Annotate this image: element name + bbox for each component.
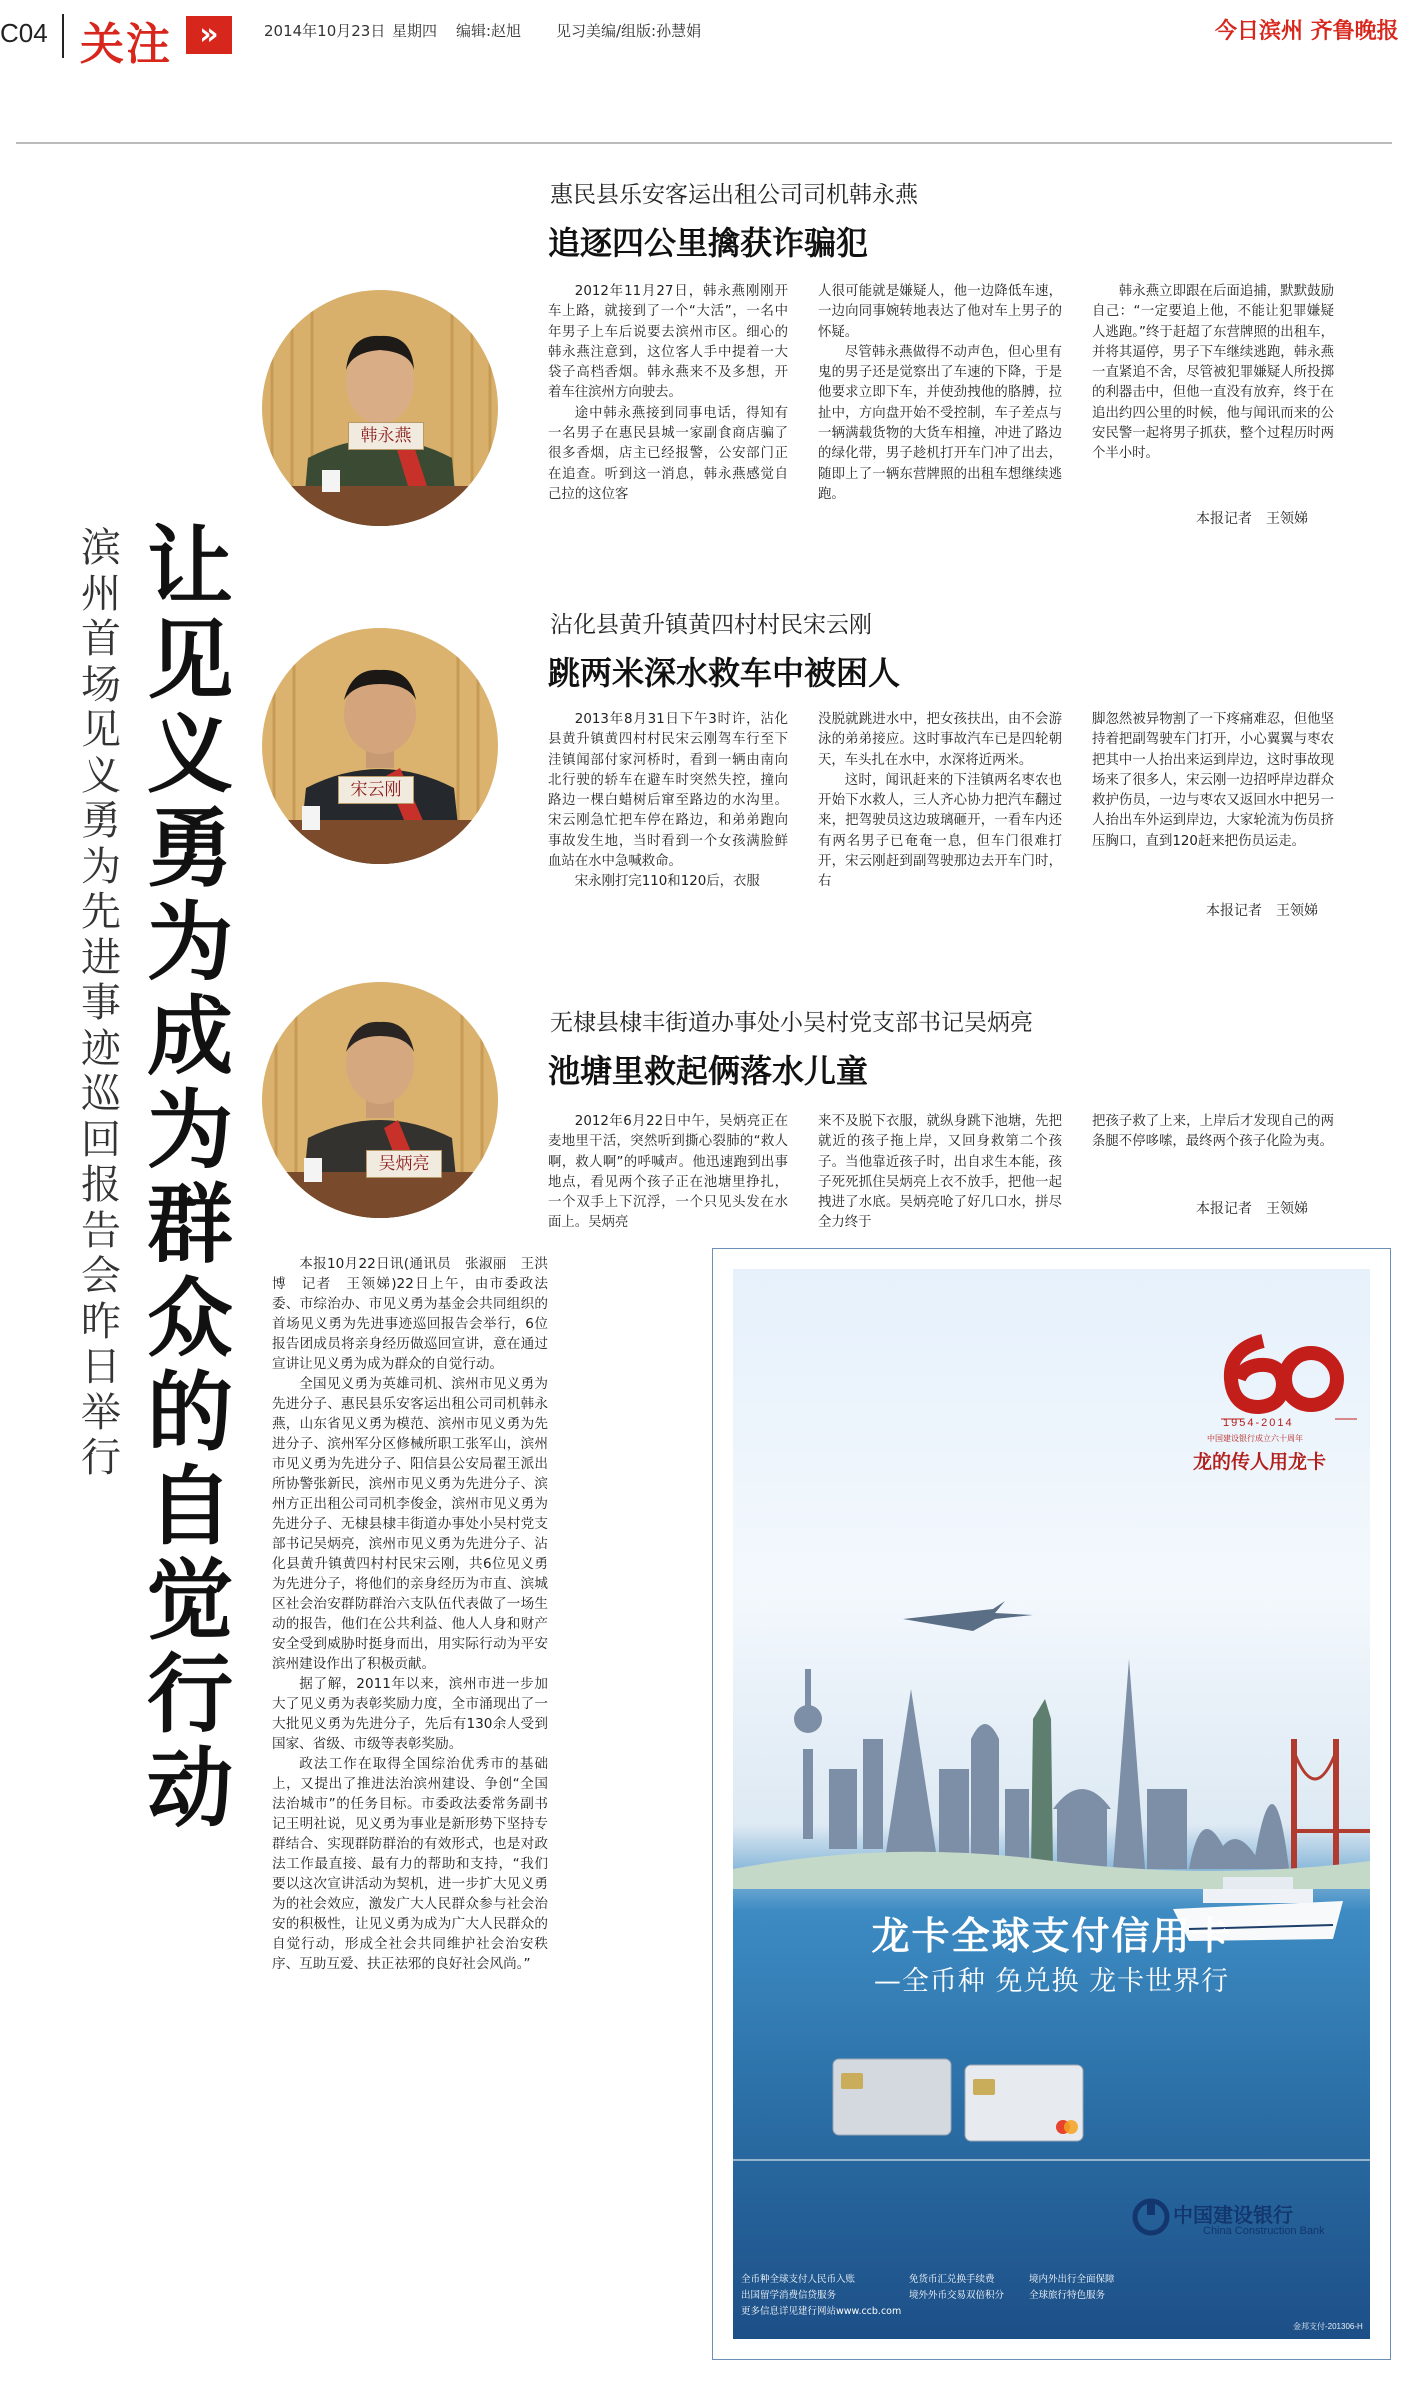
ad-feature: 境内外出行全面保障 — [1029, 2274, 1115, 2285]
name-tag: 宋云刚 — [338, 776, 414, 804]
story-column — [548, 710, 788, 893]
paragraph: 这时，闻讯赶来的下洼镇两名枣农也开始下水救人，三人齐心协力把汽车翻过来，把驾驶员这边玻璃砸开，一看车内还有两名男子已奄奄一息，但车门很难打开，宋云刚赶到副驾驶那边去开车门时，右 — [818, 772, 1062, 890]
story-column — [1092, 1112, 1334, 1153]
story-column-text — [548, 1112, 788, 1234]
story-headline: 池塘里救起俩落水儿童 — [548, 1052, 869, 1090]
paragraph: 据了解，2011年以来，滨州市进一步加大了见义勇为表彰奖励力度，全市涌现出了一大批见义勇为先进分子，先后有130余人受到国家、省级、市级等表彰奖励。 — [272, 1676, 548, 1752]
bank-advertisement[interactable] — [712, 1248, 1391, 2360]
paragraph: 韩永燕立即跟在后面追捕，默默鼓励自己：“一定要追上他，不能让犯罪嫌疑人逃跑。”终于赶超了东营牌照的出租车，并将其逼停，男子下车继续逃跑，韩永燕一直紧追不舍，尽管被犯罪嫌疑人所投掷的利器击中，但他一直没有放弃，终于在追出约四公里的时候，他与闻讯而来的公安民警一起将男子抓获，整个过程历时两个半小时。 — [1092, 284, 1334, 462]
ad-anniversary: 中国建设银行成立六十周年 — [1207, 1434, 1303, 1443]
layout-credit: 见习美编/组版:孙慧娟 — [556, 22, 702, 40]
newspaper-brand: 今日滨州 齐鲁晚报 — [1215, 19, 1399, 44]
paragraph: 人很可能就是嫌疑人，他一边降低车速，一边向同事婉转地表达了他对车上男子的怀疑。 — [818, 284, 1062, 340]
ad-panel — [733, 1269, 1370, 2339]
main-title: 让见义勇为成为群众的自觉行动 — [147, 517, 233, 1839]
header-divider — [62, 14, 64, 58]
bank-name: 中国建设银行 — [1173, 2203, 1293, 2227]
story-column-text — [818, 710, 1062, 893]
ad-artwork — [733, 1269, 1370, 2339]
main-story — [272, 1254, 548, 1974]
paragraph: 政法工作在取得全国综治优秀市的基础上，又提出了推进法治滨州建设、争创“全国法治城市”的任务目标。市委政法委常务副书记王明社说，见义勇为事业是新形势下坚持专群结合、实现群防群治的有效形式，也是对政法工作最直接、最有力的帮助和支持，“我们要以这次宣讲活动为契机，进一步扩大见义勇为的社会效应，激发广大人民群众参与社会治安的积极性，让见义勇为成为广大人民群众的自觉行动，形成全社会共同维护社会治安秩序、互助互爱、扶正祛邪的良好社会风尚。” — [272, 1756, 548, 1972]
portrait-photo — [262, 982, 498, 1218]
story-column — [818, 282, 1062, 505]
story-byline: 本报记者 王领娣 — [1196, 1201, 1308, 1217]
portrait-song-yungang — [262, 628, 498, 864]
story-column-text — [548, 282, 788, 505]
portrait-photo — [262, 290, 498, 526]
section-title: 关注 — [80, 19, 172, 70]
story-column — [548, 1112, 788, 1234]
story-kicker: 沾化县黄升镇黄四村村民宋云刚 — [550, 612, 872, 638]
ad-tagline: 龙的传人用龙卡 — [1193, 1451, 1327, 1473]
anniversary-logo — [1231, 1341, 1337, 1407]
paragraph: 没脱就跳进水中，把女孩扶出，由不会游泳的弟弟接应。这时事故汽车已是四轮朝天，车头扎在水中，水深将近两米。 — [818, 712, 1062, 768]
story-kicker: 无棣县棣丰街道办事处小吴村党支部书记吴炳亮 — [550, 1010, 1033, 1036]
paragraph: 宋永刚打完110和120后，衣服 — [574, 874, 760, 890]
story-column — [818, 1112, 1062, 1234]
portrait-han-yongyan — [262, 290, 498, 526]
issue-weekday: 星期四 — [392, 22, 438, 40]
ad-more-info[interactable]: 更多信息详见建行网站www.ccb.com — [741, 2306, 902, 2317]
ad-feature: 境外外币交易双倍积分 — [909, 2290, 1005, 2301]
portrait-photo — [262, 628, 498, 864]
ad-feature: 全球旅行特色服务 — [1029, 2290, 1106, 2301]
story-column-text — [1092, 282, 1334, 465]
section-arrow-icon: » — [186, 16, 232, 54]
name-tag: 韩永燕 — [348, 422, 424, 450]
paragraph: 来不及脱下衣服，就纵身跳下池塘，先把就近的孩子拖上岸，又回身救第二个孩子。当他靠近孩子时，出自求生本能，孩子死死抓住吴炳亮上衣不放手，把他一起拽进了水底。吴炳亮呛了好几口水，拼尽全力终于 — [818, 1114, 1062, 1231]
ad-code: 金邦支付-201306-H — [1293, 2322, 1363, 2331]
story-column — [818, 710, 1062, 893]
ad-headline: 龙卡全球支付信用卡 — [871, 1914, 1232, 1958]
paragraph: 本报10月22日讯(通讯员 张淑丽 王洪博 记者 王领娣)22日上午，由市委政法委、市综治办、市见义勇为基金会共同组织的首场见义勇为先进事迹巡回报告会举行，6位报告团成员将亲身经历做巡回宣讲，意在通过宣讲让见义勇为成为群众的自觉行动。 — [272, 1256, 548, 1372]
name-tag: 吴炳亮 — [366, 1150, 442, 1178]
paragraph: 途中韩永燕接到同事电话，得知有一名男子在惠民县城一家副食商店骗了很多香烟，店主已经报警，公安部门正在追查。听到这一消息，韩永燕感觉自己拉的这位客 — [548, 405, 788, 502]
story-byline: 本报记者 王领娣 — [1206, 903, 1318, 919]
story-column — [1092, 710, 1334, 852]
paragraph: 全国见义勇为英雄司机、滨州市见义勇为先进分子、惠民县乐安客运出租公司司机韩永燕，山东省见义勇为模范、滨州市见义勇为先进分子、滨州军分区修械所职工张军山，滨州市见义勇为先进分子、阳信县公安局翟王派出所协警张新民，滨州市见义勇为先进分子、滨州方正出租公司司机李俊金，滨州市见义勇为先进分子、无棣县棣丰街道办事处小吴村党支部书记吴炳亮，滨州市见义勇为先进分子、沾化县黄升镇黄四村村民宋云刚，共6位见义勇为先进分子，将他们的亲身经历为市直、滨城区社会治安群防群治六支队伍代表做了一场生动的报告，他们在公共利益、他人人身和财产安全受到威胁时挺身而出，用实际行动为平安滨州建设作出了积极贡献。 — [272, 1376, 548, 1672]
paragraph: 2012年11月27日，韩永燕刚刚开车上路，就接到了一个“大活”，一名中年男子上车后说要去滨州市区。细心的韩永燕注意到，这位客人手中提着一大袋子高档香烟。韩永燕来不及多想，开着车往滨州方向驶去。 — [548, 284, 788, 401]
landmark-skyline — [794, 1659, 1370, 1869]
main-story-text — [272, 1254, 548, 1974]
ad-feature: 免货币汇兑换手续费 — [909, 2274, 995, 2285]
header-rule — [16, 142, 1392, 144]
paragraph: 把孩子救了上来，上岸后才发现自己的两条腿不停哆嗦，最终两个孩子化险为夷。 — [1092, 1114, 1334, 1150]
paragraph: 2013年8月31日下午3时许，沾化县黄升镇黄四村村民宋云刚驾车行至下洼镇闻部付家河桥时，看到一辆由南向北行驶的轿车在避车时突然失控，撞向路边一棵白蜡树后窜至路边的水沟里。宋云刚急忙把车停在路边，和弟弟跑向事故发生地，当时看到一个女孩满脸鲜血站在水中急喊救命。 — [548, 712, 788, 870]
page-number: C04 — [0, 18, 48, 48]
issue-date: 2014年10月23日 — [264, 22, 386, 40]
subtitle: 滨州首场见义勇为先进事迹巡回报告会昨日举行 — [81, 525, 121, 1481]
story-column-text — [818, 282, 1062, 505]
editor-credit: 编辑:赵旭 — [456, 22, 522, 40]
story-headline: 追逐四公里擒获诈骗犯 — [548, 224, 869, 262]
story-column-text — [1092, 710, 1334, 852]
story-column — [548, 282, 788, 505]
paragraph: 脚忽然被异物割了一下疼痛难忍，但他坚持着把副驾驶车门打开，小心翼翼与枣农把其中一人抬出来运到岸边，这时事故现场来了很多人，宋云刚一边招呼岸边群众救护伤员，一边与枣农又返回水中把另一人抬出车外运到岸边，大家轮流为伤员挤压胸口，直到120赶来把伤员运走。 — [1092, 712, 1334, 849]
bank-name-en: China Construction Bank — [1203, 2225, 1325, 2237]
story-column-text — [1092, 1112, 1334, 1153]
ad-feature: 出国留学消费信贷服务 — [741, 2290, 837, 2301]
story-kicker: 惠民县乐安客运出租公司司机韩永燕 — [550, 182, 918, 208]
portrait-wu-bingliang — [262, 982, 498, 1218]
story-column-text — [818, 1112, 1062, 1234]
ad-slogan: —全币种 免兑换 龙卡世界行 — [873, 1966, 1230, 1997]
paragraph: 2012年6月22日中午，吴炳亮正在麦地里干活，突然听到撕心裂肺的“救人啊，救人啊”的呼喊声。他迅速跑到出事地点，看见两个孩子正在池塘里挣扎，一个双手上下沉浮，一个只见头发在水面上。吴炳亮 — [548, 1114, 788, 1231]
story-byline: 本报记者 王领娣 — [1196, 511, 1308, 527]
paragraph: 尽管韩永燕做得不动声色，但心里有鬼的男子还是觉察出了车速的下降，于是他要求立即下车，并使劲拽他的胳膊，拉扯中，方向盘开始不受控制，车子差点与一辆满载货物的大货车相撞，冲进了路边的绿化带，男子趁机打开车门冲了出去，随即上了一辆东营牌照的出租车想继续逃跑。 — [818, 344, 1062, 502]
story-column — [1092, 282, 1334, 465]
ad-years: 1954-2014 — [1223, 1417, 1294, 1429]
ad-feature: 全币种全球支付人民币入账 — [741, 2274, 856, 2285]
story-column-text — [548, 710, 788, 893]
story-headline: 跳两米深水救车中被困人 — [548, 654, 901, 692]
